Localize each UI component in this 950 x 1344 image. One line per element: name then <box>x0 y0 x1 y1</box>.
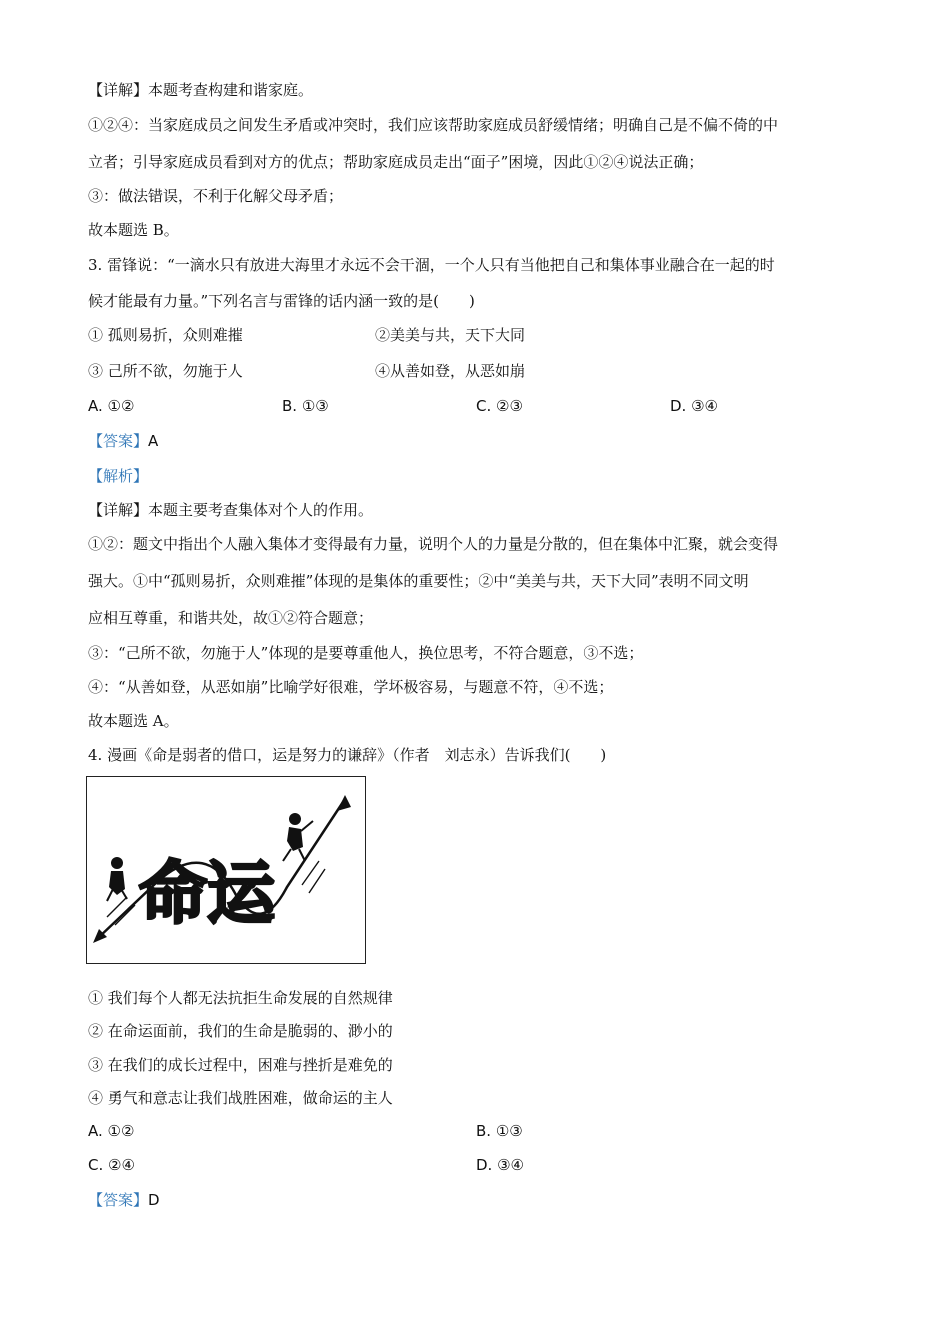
q4-item-4: ④ 勇气和意志让我们战胜困难，做命运的主人 <box>88 1089 393 1107</box>
cartoon-characters: 命运 <box>139 855 276 934</box>
q4-option-b: B. ①③ <box>476 1122 523 1140</box>
q4-item-3: ③ 在我们的成长过程中，困难与挫折是难免的 <box>88 1056 393 1074</box>
q4-option-d: D. ③④ <box>476 1156 524 1174</box>
arrow-head-up <box>337 795 351 811</box>
q3-answer-value: A <box>148 432 159 450</box>
q4-item-2: ② 在命运面前，我们的生命是脆弱的、渺小的 <box>88 1022 393 1040</box>
q4-option-c: C. ②④ <box>88 1156 135 1174</box>
q3-option-a: A. ①② <box>88 397 135 415</box>
q4-answer-value: D <box>148 1191 160 1209</box>
q2-explanation-line-2: ③：做法错误，不利于化解父母矛盾； <box>88 187 344 205</box>
q2-detail: 【详解】本题考查构建和谐家庭。 <box>88 81 314 99</box>
q3-detail: 【详解】本题主要考查集体对个人的作用。 <box>88 501 374 519</box>
cartoon-drawing <box>87 777 365 963</box>
q3-explanation-line-3: ④：“从善如登，从恶如崩”比喻学好很难，学坏极容易，与题意不符，④不选； <box>88 678 614 696</box>
q3-item-1: ① 孤则易折，众则难摧 <box>88 326 243 344</box>
q3-explanation-line-1b: 强大。①中“孤则易折，众则难摧”体现的是集体的重要性；②中“美美与共，天下大同”表明不同文明 <box>88 572 749 590</box>
q3-item-4: ④从善如登，从恶如崩 <box>375 362 526 380</box>
q2-explanation-line-1b: 立者；引导家庭成员看到对方的优点；帮助家庭成员走出“面子”困境，因此①②④说法正确； <box>88 153 704 171</box>
q3-option-b: B. ①③ <box>282 397 329 415</box>
falling-person-icon <box>107 857 127 901</box>
q3-item-3: ③ 己所不欲，勿施于人 <box>88 362 243 380</box>
q3-explanation-line-1a: ①②：题文中指出个人融入集体才变得最有力量，说明个人的力量是分散的，但在集体中汇聚，就会变得 <box>88 535 779 553</box>
q3-item-2: ②美美与共，天下大同 <box>375 326 526 344</box>
q3-option-d: D. ③④ <box>670 397 718 415</box>
q3-option-c: C. ②③ <box>476 397 523 415</box>
q2-explanation-line-1a: ①②④：当家庭成员之间发生矛盾或冲突时，我们应该帮助家庭成员舒缓情绪；明确自己是不偏不倚的中 <box>88 116 779 134</box>
q3-answer-label: 【答案】 <box>88 432 149 450</box>
q3-stem-line-2: 候才能最有力量。”下列名言与雷锋的话内涵一致的是( ) <box>88 292 475 310</box>
q4-option-a: A. ①② <box>88 1122 135 1140</box>
q4-answer-row <box>88 1190 160 1210</box>
q2-conclusion: 故本题选 B。 <box>88 221 179 239</box>
cartoon-image <box>86 776 366 964</box>
q4-item-1: ① 我们每个人都无法抗拒生命发展的自然规律 <box>88 989 393 1007</box>
q3-stem-line-1: 3. 雷锋说：“一滴水只有放进大海里才永远不会干涸，一个人只有当他把自己和集体事业融合在一起的时 <box>88 256 775 274</box>
q4-stem: 4. 漫画《命是弱者的借口，运是努力的谦辞》（作者 刘志永）告诉我们( ) <box>88 746 607 764</box>
q3-explanation-line-1c: 应相互尊重，和谐共处，故①②符合题意； <box>88 609 374 627</box>
q3-conclusion: 故本题选 A。 <box>88 712 179 730</box>
q3-answer-row <box>88 431 158 451</box>
q3-analysis-label: 【解析】 <box>88 467 149 485</box>
q4-answer-label: 【答案】 <box>88 1191 149 1209</box>
q3-explanation-line-2: ③：“己所不欲，勿施于人”体现的是要尊重他人，换位思考，不符合题意，③不选； <box>88 644 644 662</box>
